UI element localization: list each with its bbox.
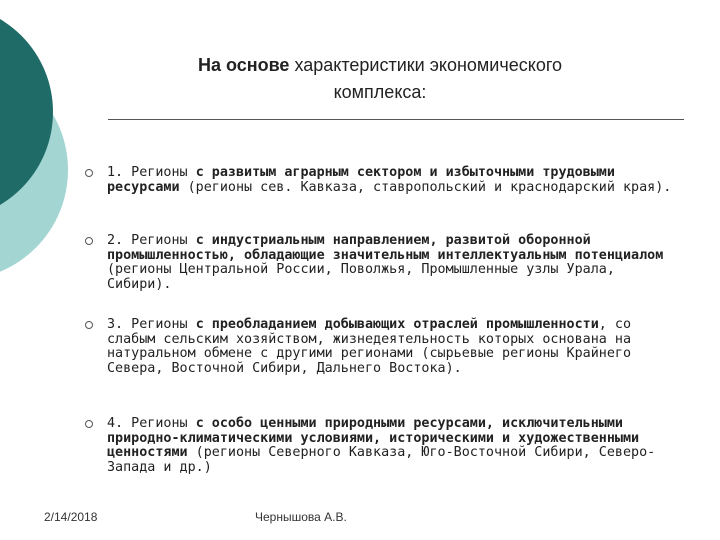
slide-title-bold: На основе (197, 55, 290, 75)
bullet-circle-icon (85, 321, 93, 329)
item-bold-text: с индустриальным направлением, развитой оборонной промышленностью, обладающие значительным интеллектуальным потенциалом (107, 233, 664, 263)
item-number: 4. Регионы (107, 416, 196, 431)
bullet-circle-icon (85, 420, 93, 428)
slide-title (160, 52, 600, 106)
footer-author: Чернышова А.В. (255, 510, 347, 524)
item-number: 3. Регионы (107, 317, 196, 332)
list-item-text (107, 234, 687, 292)
slide-title-rest: характеристики экономического комплекса: (289, 55, 563, 102)
item-bold-text: с развитым аграрным сектором и избыточными трудовыми ресурсами (107, 165, 615, 195)
title-divider (108, 119, 684, 120)
item-plain-text: (регионы Северного Кавказа, Юго-Восточной Сибири, Северо-Запада и др.) (107, 445, 656, 475)
list-item-text (107, 318, 687, 376)
item-bold-text: с особо ценными природными ресурсами, исключительными природно-климатическими условиями, историческими и художественными ценностями (107, 416, 640, 460)
item-number: 2. Регионы (107, 233, 196, 248)
list-item-text (107, 166, 687, 195)
footer-date: 2/14/2018 (44, 510, 98, 524)
item-bold-text: с преобладанием добывающих отраслей промышленности (195, 317, 599, 332)
item-plain-text: (регионы сев. Кавказа, ставропольский и краснодарский края). (179, 179, 672, 195)
bullet-circle-icon (85, 237, 93, 245)
slide-decoration (0, 0, 120, 300)
list-item-text (107, 417, 687, 475)
item-number: 1. Регионы (107, 165, 196, 180)
item-plain-text: (регионы Центральной России, Поволжья, Промышленные узлы Урала, Сибири). (107, 262, 615, 292)
bullet-circle-icon (85, 169, 93, 177)
item-plain-text: , со слабым сельским хозяйством, жизнедеятельность которых основана на натуральном обмене с другими регионами (сырьевые регионы Крайнего Севера, Восточной Сибири, Дальнего Востока). (107, 317, 632, 376)
